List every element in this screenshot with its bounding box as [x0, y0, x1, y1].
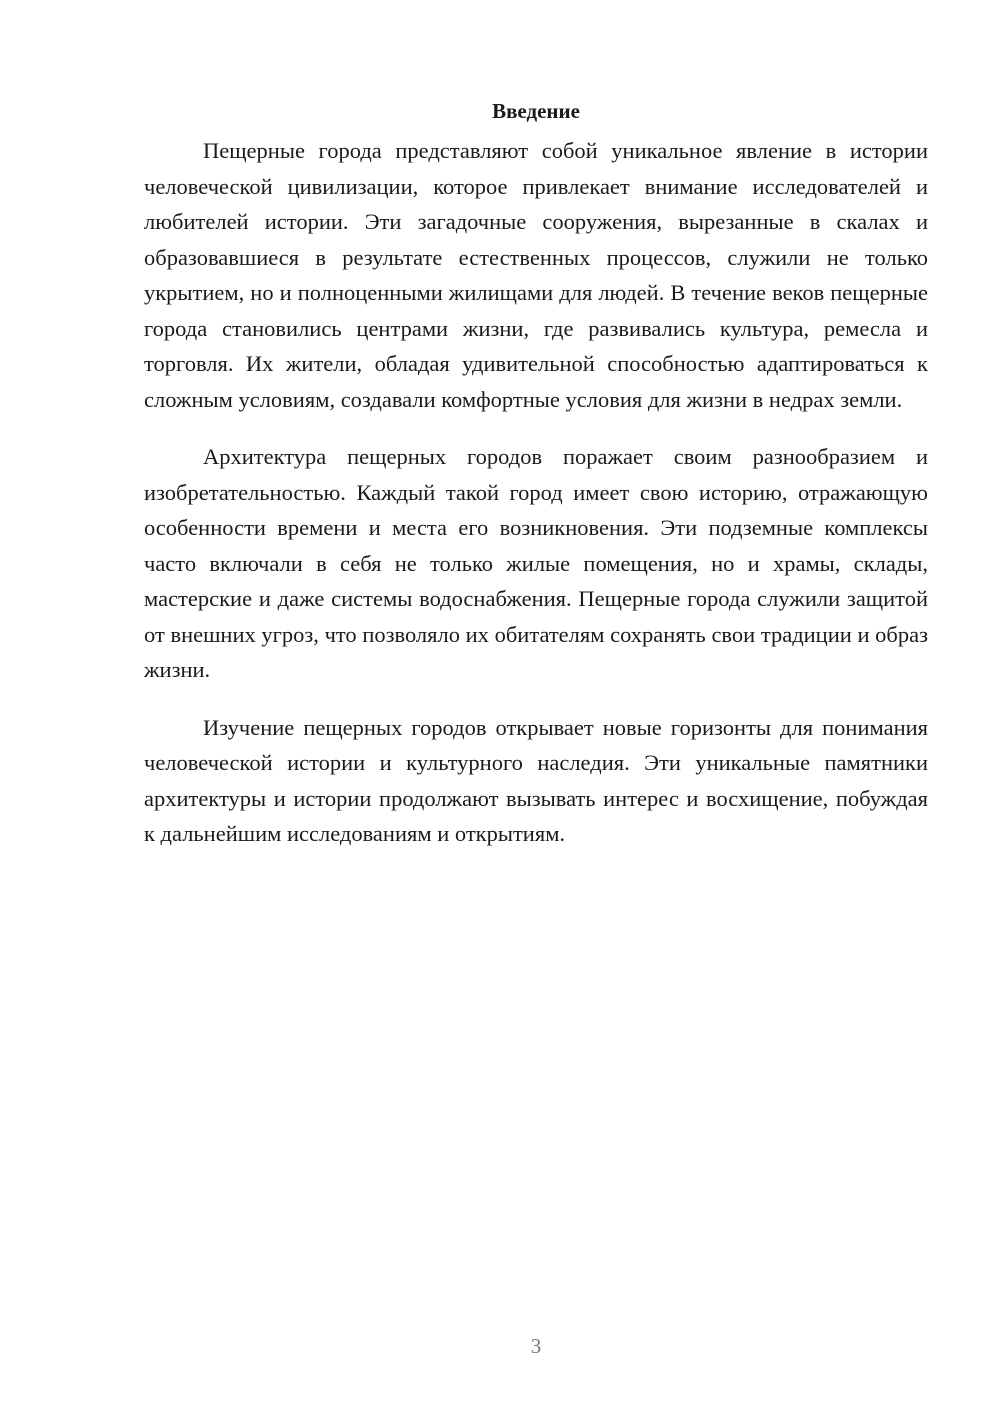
document-body [144, 94, 928, 874]
paragraph-2: Архитектура пещерных городов поражает своим разнообразием и изобретательностью. Каждый такой город имеет свою историю, отражающую особенности времени и места его возникновения. Эти подземные комплексы часто включали в себя не только жилые помещения, но и храмы, склады, мастерские и даже системы водоснабжения. Пещерные города служили защитой от внешних угроз, что позволяло их обитателям сохранять свои традиции и образ жизни. [144, 444, 928, 682]
section-title: Введение [492, 99, 580, 123]
paragraph-1: Пещерные города представляют собой уникальное явление в истории человеческой цивилизации, которое привлекает внимание исследователей и любителей истории. Эти загадочные сооружения, вырезанные в скалах и образовавшиеся в результате естественных процессов, служили не только укрытием, но и полноценными жилищами для людей. В течение веков пещерные города становились центрами жизни, где развивались культура, ремесла и торговля. Их жители, обладая удивительной способностью адаптироваться к сложным условиям, создавали комфортные условия для жизни в недрах земли. [144, 138, 928, 412]
page-number: 3 [530, 1334, 542, 1358]
paragraph-3: Изучение пещерных городов открывает новые горизонты для понимания человеческой истории и культурного наследия. Эти уникальные памятники архитектуры и истории продолжают вызывать интерес и восхищение, побуждая к дальнейшим исследованиям и открытиям. [144, 714, 928, 846]
